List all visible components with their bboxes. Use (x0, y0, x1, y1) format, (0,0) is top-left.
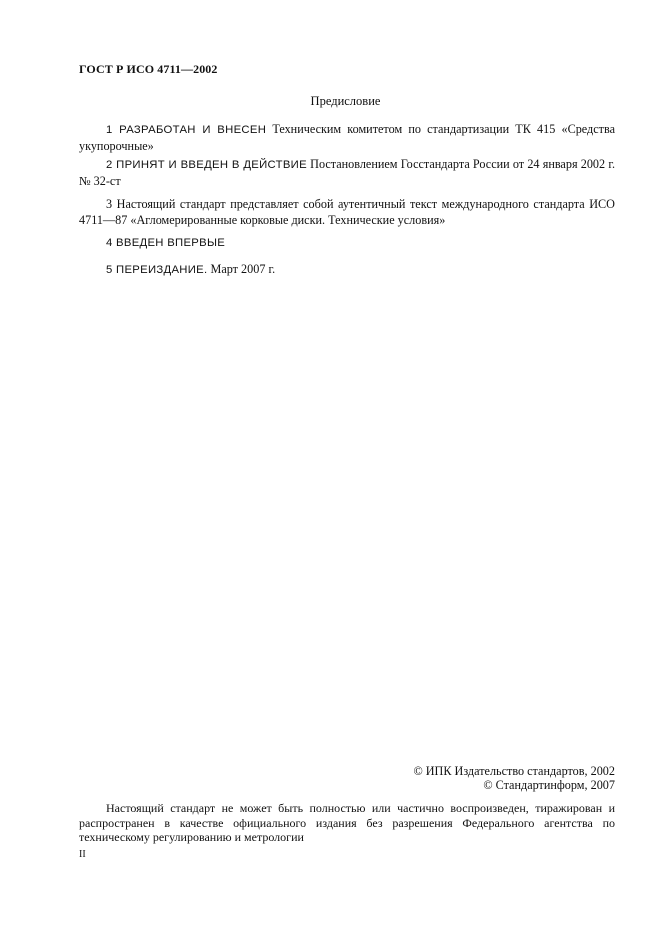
copyright-line-2: © Стандартинформ, 2007 (483, 778, 615, 792)
preface-item-5-text: Март 2007 г. (207, 262, 276, 276)
legal-notice: Настоящий стандарт не может быть полностью или частично воспроизведен, тиражирован и распространен в качестве официального издания без разрешения Федерального агентства по техническому регулированию и метрологии (79, 801, 615, 844)
preface-item-1-text: Техническим комитетом по стандартизации ТК 415 «Средства укупорочные» (79, 122, 615, 153)
preface-item-3 (79, 196, 615, 228)
preface-item-3-text: 3 Настоящий стандарт представляет собой аутентичный текст международного стандарта ИСО 4711—87 «Агломерированные корковые диски. Технические условия» (79, 197, 615, 227)
preface-item-2-label: 2 ПРИНЯТ И ВВЕДЕН В ДЕЙСТВИЕ (106, 159, 307, 171)
preface-item-4 (79, 234, 615, 251)
preface-item-5 (79, 261, 615, 278)
preface-item-2 (79, 156, 615, 189)
page-number: II (79, 849, 86, 860)
preface-item-2-text: Постановлением Госстандарта России от 24 января 2002 г. № 32-ст (79, 157, 615, 188)
preface-item-5-label: 5 ПЕРЕИЗДАНИЕ. (106, 264, 208, 276)
standard-header: ГОСТ Р ИСО 4711—2002 (79, 62, 218, 76)
preface-item-1 (79, 121, 615, 154)
copyright-block (413, 764, 615, 792)
preface-title: Предисловие (310, 94, 381, 108)
preface-item-1-label: 1 РАЗРАБОТАН И ВНЕСЕН (106, 124, 267, 136)
preface-item-4-label: 4 ВВЕДЕН ВПЕРВЫЕ (106, 237, 226, 249)
copyright-line-1: © ИПК Издательство стандартов, 2002 (413, 764, 615, 778)
